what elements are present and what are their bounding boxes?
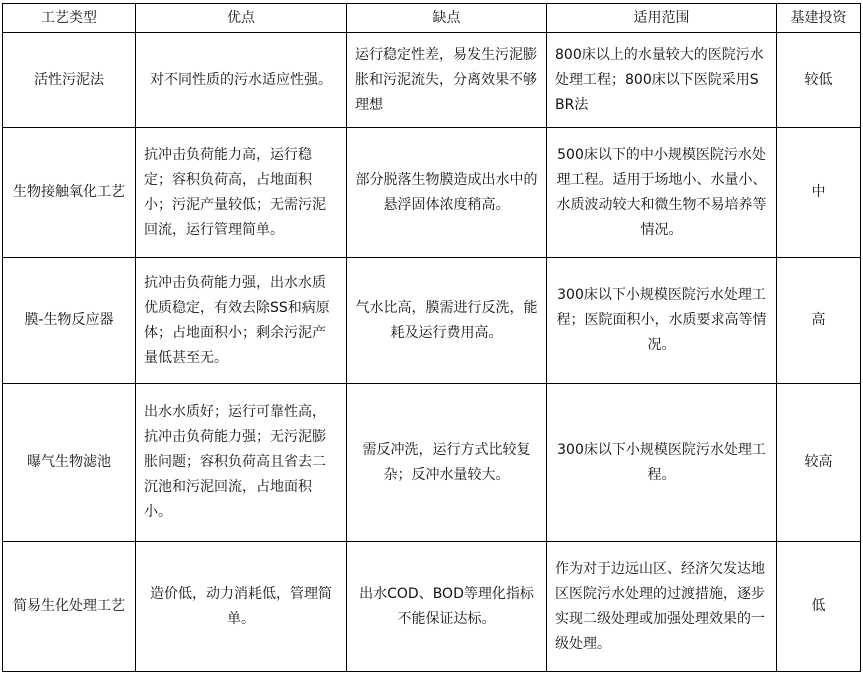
disadvantages-cell: 运行稳定性差，易发生污泥膨胀和污泥流失，分离效果不够理想	[347, 33, 547, 128]
investment-cell: 低	[777, 542, 861, 672]
scope-cell: 作为对于边远山区、经济欠发达地区医院污水处理的过渡措施，逐步实现二级处理或加强处理效果的一级处理。	[547, 542, 777, 672]
scope-cell: 500床以下的中小规模医院污水处理工程。适用于场地小、水量小、水质波动较大和微生物不易培养等情况。	[547, 128, 777, 258]
advantages-cell: 造价低，动力消耗低，管理简单。	[136, 542, 347, 672]
table-row	[3, 258, 861, 384]
process-type-cell: 膜-生物反应器	[3, 258, 136, 384]
advantages-cell: 出水水质好；运行可靠性高，抗冲击负荷能力强；无污泥膨胀问题；容积负荷高且省去二沉池和污泥回流，占地面积小。	[136, 384, 347, 542]
scope-cell: 300床以下小规模医院污水处理工程；医院面积小，水质要求高等情况。	[547, 258, 777, 384]
disadvantages-cell: 气水比高，膜需进行反洗，能耗及运行费用高。	[347, 258, 547, 384]
scope-cell: 800床以上的水量较大的医院污水处理工程；800床以下医院采用SBR法	[547, 33, 777, 128]
table-row	[3, 33, 861, 128]
investment-cell: 中	[777, 128, 861, 258]
advantages-cell: 对不同性质的污水适应性强。	[136, 33, 347, 128]
investment-cell: 高	[777, 258, 861, 384]
table-row	[3, 128, 861, 258]
advantages-cell: 抗冲击负荷能力强，出水水质优质稳定，有效去除SS和病原体；占地面积小；剩余污泥产量低甚至无。	[136, 258, 347, 384]
header-disadvantages: 缺点	[347, 4, 547, 33]
header-scope: 适用范围	[547, 4, 777, 33]
header-process-type: 工艺类型	[3, 4, 136, 33]
table-row	[3, 542, 861, 672]
disadvantages-cell: 需反冲洗，运行方式比较复杂；反冲水量较大。	[347, 384, 547, 542]
header-row	[3, 4, 861, 33]
process-type-cell: 曝气生物滤池	[3, 384, 136, 542]
process-comparison-table	[2, 3, 861, 672]
scope-cell: 300床以下小规模医院污水处理工程。	[547, 384, 777, 542]
disadvantages-cell: 出水COD、BOD等理化指标不能保证达标。	[347, 542, 547, 672]
investment-cell: 较高	[777, 384, 861, 542]
investment-cell: 较低	[777, 33, 861, 128]
advantages-cell: 抗冲击负荷能力高，运行稳定；容积负荷高，占地面积小；污泥产量较低；无需污泥回流，运行管理简单。	[136, 128, 347, 258]
header-advantages: 优点	[136, 4, 347, 33]
table-row	[3, 384, 861, 542]
process-type-cell: 活性污泥法	[3, 33, 136, 128]
disadvantages-cell: 部分脱落生物膜造成出水中的悬浮固体浓度稍高。	[347, 128, 547, 258]
process-type-cell: 生物接触氧化工艺	[3, 128, 136, 258]
header-investment: 基建投资	[777, 4, 861, 33]
process-type-cell: 简易生化处理工艺	[3, 542, 136, 672]
